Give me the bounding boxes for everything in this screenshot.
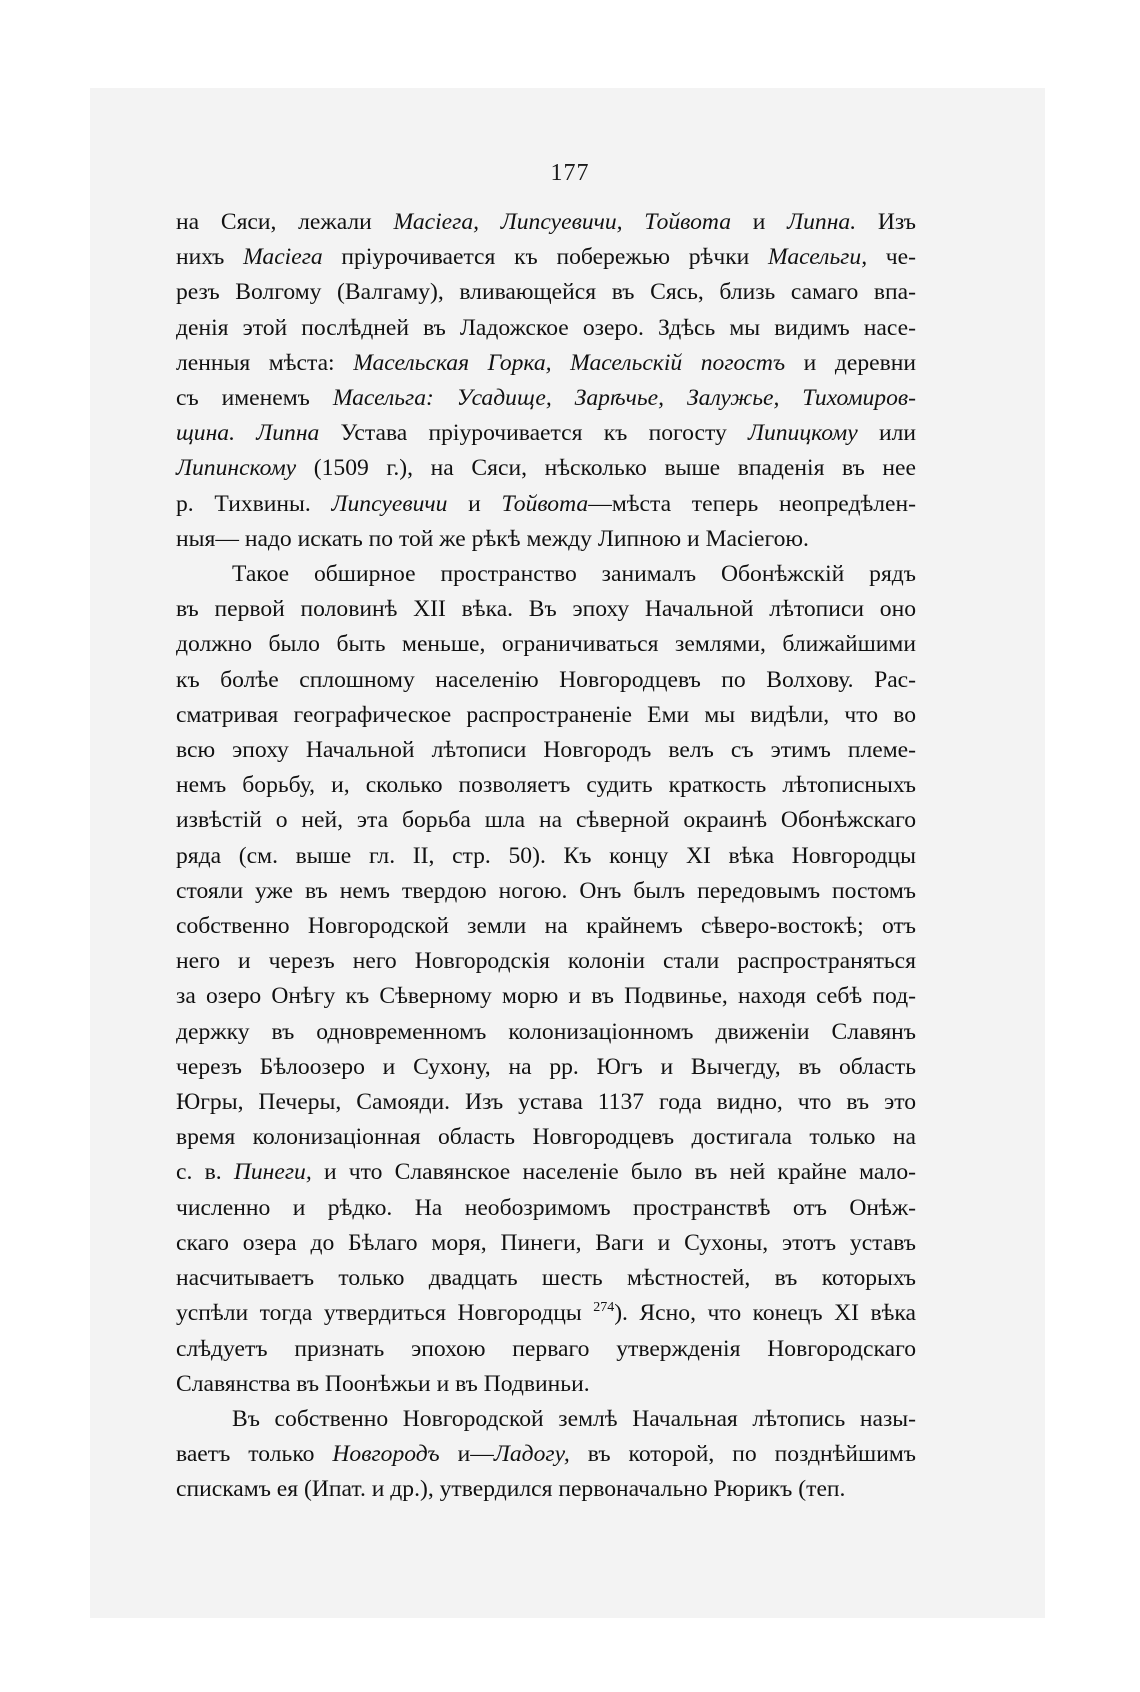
text-line xyxy=(176,592,916,627)
text-line xyxy=(176,733,916,768)
text-line xyxy=(176,557,916,592)
text-line xyxy=(176,275,916,310)
text-line xyxy=(176,1120,916,1155)
text-run: —мѣста теперь неопредѣлен- xyxy=(588,490,916,517)
text-run: (1509 г.), на Сяси, нѣсколько выше впаденія въ нее xyxy=(296,455,916,482)
italic-term: Масельга: Усадище, Зарѣчье, Залужье, Тихомиров- xyxy=(332,385,916,412)
text-run: нихъ xyxy=(176,244,244,271)
body-text xyxy=(176,205,916,1508)
text-line xyxy=(176,1472,916,1507)
italic-term: Липинскому xyxy=(176,455,297,482)
text-line xyxy=(176,979,916,1014)
text-run: или xyxy=(857,420,916,447)
text-run: должно было быть меньше, ограничиваться землями, ближайшими xyxy=(176,631,916,658)
text-run: и xyxy=(447,490,502,517)
text-run: Славянства въ Поонѣжьи и въ Подвиньи. xyxy=(176,1370,590,1397)
page-number: 177 xyxy=(550,160,590,186)
text-run: и— xyxy=(439,1441,494,1468)
text-run: слѣдуетъ признать эпохою перваго утвержденія Новгородскаго xyxy=(176,1335,916,1362)
italic-term: Тойвота xyxy=(501,490,589,517)
text-run: ленныя мѣста: xyxy=(176,349,354,376)
text-run: въ первой половинѣ XII вѣка. Въ эпоху Начальной лѣтописи оно xyxy=(176,596,916,623)
text-run: че- xyxy=(867,244,917,271)
paragraph-p1 xyxy=(176,205,916,557)
text-line xyxy=(176,1015,916,1050)
text-line xyxy=(176,627,916,662)
text-run: Устава пріурочивается къ погосту xyxy=(319,420,748,447)
italic-term: Масіега, Липсуевичи, Тойвота xyxy=(393,209,732,235)
text-run: денія этой послѣдней въ Ладожское озеро. Здѣсь мы видимъ насе- xyxy=(176,314,916,341)
text-run: ). Ясно, что конецъ XI вѣка xyxy=(614,1300,916,1327)
italic-term: Масельги, xyxy=(768,244,868,271)
text-line xyxy=(176,698,916,733)
text-line xyxy=(176,944,916,979)
text-line xyxy=(176,522,916,557)
text-run: и xyxy=(731,209,788,235)
text-run: него и черезъ него Новгородскія колоніи стали распространяться xyxy=(176,948,916,975)
text-run: собственно Новгородской земли на крайнемъ сѣверо-востокѣ; отъ xyxy=(176,913,916,940)
text-run: Изъ xyxy=(856,209,916,235)
text-line xyxy=(176,416,916,451)
text-line xyxy=(176,1296,916,1331)
text-run: и что Славянское населеніе было въ ней крайне мало- xyxy=(311,1159,916,1186)
italic-term: Ладогу, xyxy=(493,1441,570,1468)
text-line xyxy=(176,311,916,346)
text-line xyxy=(176,1402,916,1437)
text-line xyxy=(176,205,916,240)
footnote-ref: 274 xyxy=(593,1300,615,1316)
text-run: и деревни xyxy=(785,349,917,376)
text-run: Югры, Печеры, Самояди. Изъ устава 1137 года видно, что въ это xyxy=(176,1089,916,1116)
text-line xyxy=(176,1050,916,1085)
text-line xyxy=(176,1155,916,1190)
italic-term: Новгородъ xyxy=(332,1441,440,1468)
text-line xyxy=(176,451,916,486)
italic-term: Липсуевичи xyxy=(331,490,448,517)
text-run: сматривая географическое распространеніе Еми мы видѣли, что во xyxy=(176,701,916,728)
italic-term: щина. xyxy=(176,420,236,447)
text-run: къ болѣе сплошному населенію Новгородцевъ по Волхову. Рас- xyxy=(176,666,916,693)
text-run: успѣли тогда утвердиться Новгородцы xyxy=(176,1300,594,1327)
text-line xyxy=(176,346,916,381)
text-run: спискамъ ея (Ипат. и др.), утвердился первоначально Рюрикъ (теп. xyxy=(176,1476,846,1503)
text-line xyxy=(176,839,916,874)
paragraph-p2 xyxy=(176,557,916,1402)
text-line xyxy=(176,663,916,698)
text-run: черезъ Бѣлоозеро и Сухону, на рр. Югъ и Вычегду, въ область xyxy=(176,1053,916,1080)
text-run: ваетъ только xyxy=(176,1441,333,1468)
text-run: ныя— надо искать по той же рѣкѣ между Липною и Масіегою. xyxy=(176,525,809,552)
italic-term: Пинеги, xyxy=(233,1159,312,1186)
text-line xyxy=(176,1191,916,1226)
text-run: резъ Волгому (Валгаму), вливающейся въ Сясь, близь самаго впа- xyxy=(176,279,916,306)
text-line xyxy=(176,1085,916,1120)
text-line xyxy=(176,487,916,522)
text-run: насчитываетъ только двадцать шесть мѣстностей, въ которыхъ xyxy=(176,1265,916,1292)
text-run: немъ борьбу, и, сколько позволяетъ судить краткость лѣтописныхъ xyxy=(176,772,916,799)
text-line xyxy=(176,803,916,838)
text-run: стояли уже въ немъ твердою ногою. Онъ былъ передовымъ постомъ xyxy=(176,877,916,904)
text-run: скаго озера до Бѣлаго моря, Пинеги, Ваги и Сухоны, этотъ уставъ xyxy=(176,1229,916,1256)
text-line xyxy=(176,1261,916,1296)
text-run: Такое обширное пространство занималъ Обонѣжскій рядъ xyxy=(232,561,916,588)
text-run xyxy=(235,420,256,446)
text-run: извѣстій о ней, эта борьба шла на сѣверной окраинѣ Обонѣжскаго xyxy=(176,807,916,834)
text-run: р. Тихвины. xyxy=(176,490,332,517)
paragraph-p3 xyxy=(176,1402,916,1508)
text-line xyxy=(176,381,916,416)
text-run: Въ собственно Новгородской землѣ Начальная лѣтопись назы- xyxy=(232,1405,916,1432)
text-run: за озеро Онѣгу къ Сѣверному морю и въ Подвинье, находя себѣ под- xyxy=(176,983,916,1010)
italic-term: Липна xyxy=(256,420,320,447)
text-run: всю эпоху Начальной лѣтописи Новгородъ велъ съ этимъ племе- xyxy=(176,737,916,764)
text-run: съ именемъ xyxy=(176,385,333,412)
text-line xyxy=(176,909,916,944)
italic-term: Липицкому xyxy=(747,420,858,447)
italic-term: Масіега xyxy=(243,244,323,271)
italic-term: Липна. xyxy=(787,209,857,235)
text-line xyxy=(176,1367,916,1402)
text-run: время колонизаціонная область Новгородцевъ достигала только на xyxy=(176,1124,916,1151)
text-run: с. в. xyxy=(176,1159,234,1186)
text-line xyxy=(176,768,916,803)
text-line xyxy=(176,240,916,275)
text-run: держку въ одновременномъ колонизаціонномъ движеніи Славянъ xyxy=(176,1018,916,1045)
text-run: пріурочивается къ побережью рѣчки xyxy=(322,244,768,271)
text-run: ряда (см. выше гл. II, стр. 50). Къ концу XI вѣка Новгородцы xyxy=(176,842,916,869)
text-run: въ которой, по позднѣйшимъ xyxy=(569,1441,916,1468)
text-line xyxy=(176,1226,916,1261)
text-run: численно и рѣдко. На необозримомъ пространствѣ отъ Онѣж- xyxy=(176,1194,916,1221)
italic-term: Масельская Горка, Масельскій погостъ xyxy=(353,349,786,376)
text-line xyxy=(176,1437,916,1472)
text-run: на Сяси, лежали xyxy=(176,209,394,235)
text-line xyxy=(176,874,916,909)
text-line xyxy=(176,1332,916,1367)
